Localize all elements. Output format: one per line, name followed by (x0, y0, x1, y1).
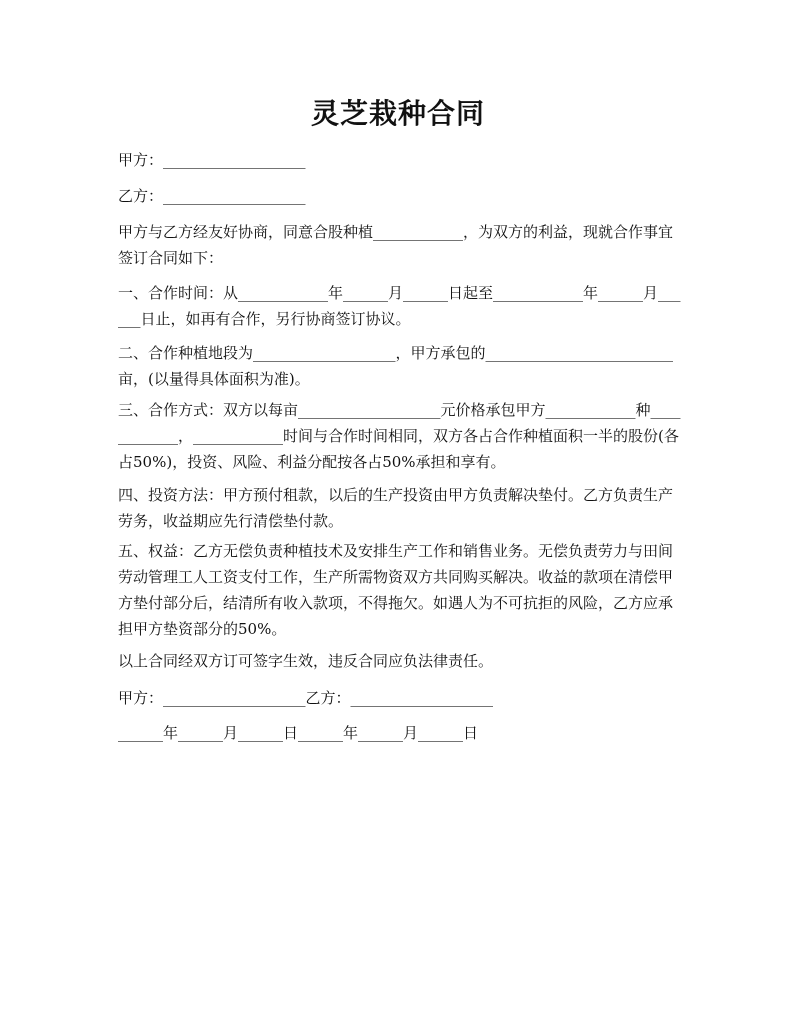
date-line: ______年______月______日______年______月______日 (118, 724, 479, 742)
intro-paragraph: 甲方与乙方经友好协商，同意合股种植____________，为双方的利益，现就合作事宜签订合同如下： (118, 223, 674, 267)
document-title: 灵芝栽种合同 (310, 97, 485, 130)
clause-3-paragraph: 三、合作方式：双方以每亩___________________元价格承包甲方____________种____________，____________时间与合作时间相同，双方各占合作种植面积一半的股份(各占50%)，投资、风险、利益分配按各占50%承担和享有。 (118, 401, 681, 471)
clause-1-paragraph: 一、合作时间：从____________年______月______日起至____________年______月______日止，如再有合作，另行协商签订协议。 (118, 284, 681, 328)
signature-line: 甲方：___________________乙方：___________________ (118, 689, 494, 707)
party-a-line: 甲方：___________________ (118, 151, 306, 169)
party-b-line: 乙方：___________________ (118, 187, 306, 205)
clause-5-paragraph: 五、权益：乙方无偿负责种植技术及安排生产工作和销售业务。无偿负责劳力与田间劳动管理工人工资支付工作，生产所需物资双方共同购买解决。收益的款项在清偿甲方垫付部分后，结清所有收入款项，不得拖欠。如遇人为不可抗拒的风险，乙方应承担甲方垫资部分的50%。 (118, 542, 674, 638)
closing-paragraph: 以上合同经双方订可签字生效，违反合同应负法律责任。 (118, 652, 494, 670)
clause-2-paragraph: 二、合作种植地段为___________________，甲方承包的_________________________亩，(以量得具体面积为准)。 (118, 344, 674, 388)
clause-4-paragraph: 四、投资方法：甲方预付租款，以后的生产投资由甲方负责解决垫付。乙方负责生产劳务，收益期应先行清偿垫付款。 (118, 486, 674, 530)
